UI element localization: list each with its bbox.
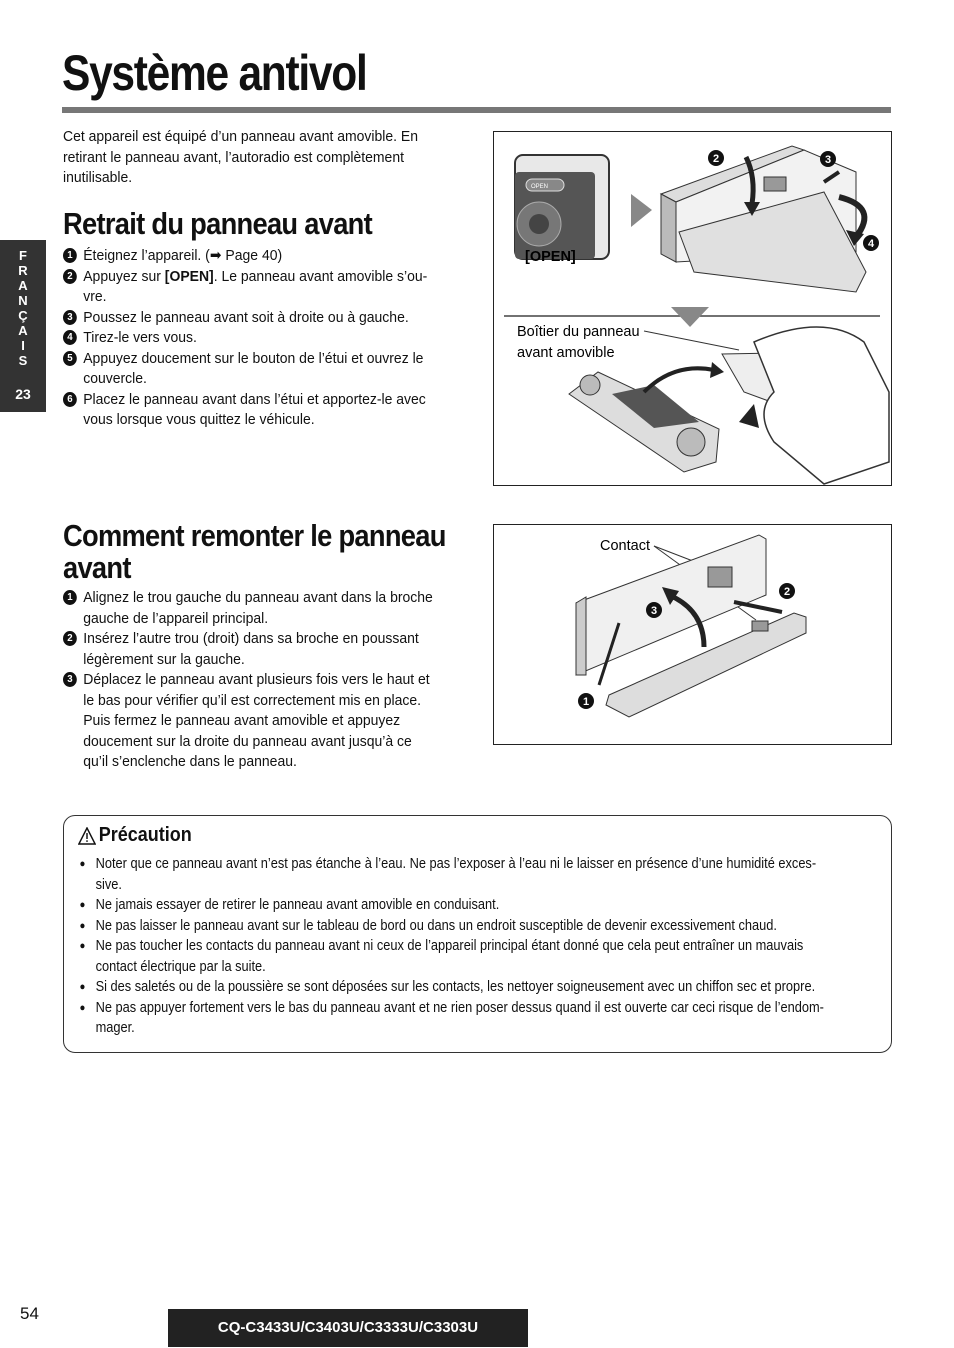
caution-text: ● Ne pas toucher les contacts du panneau avant ni ceux de l’appareil principal étant donné que cela peut entraîner un mauvais — [95, 938, 804, 954]
side-tab-number: 23 — [15, 386, 31, 402]
case-label: avant amovible — [517, 345, 615, 361]
intro-paragraph — [63, 127, 418, 189]
reinstall-heading — [63, 520, 446, 584]
arrow-press-icon — [739, 404, 759, 428]
step-number: 2 — [63, 269, 77, 284]
step-text: Poussez le panneau avant soit à droite ou à gauche. — [83, 308, 409, 326]
removal-step — [63, 390, 468, 431]
arrow-down-icon — [671, 307, 709, 327]
step-number: 3 — [63, 672, 77, 687]
caution-text: ● Ne pas appuyer fortement vers le bas du panneau avant et ne rien poser dessus quand il est ouverte car ceci risque de l’endom- — [95, 999, 824, 1016]
side-tab-letter: F — [19, 248, 27, 263]
step-number: 6 — [63, 392, 77, 407]
case-label: Boîtier du panneau — [517, 324, 640, 340]
step-number: 4 — [63, 330, 77, 345]
side-tab-letter: A — [18, 278, 28, 293]
step-text: Tirez-le vers vous. — [83, 329, 197, 346]
contact-block — [764, 177, 786, 191]
reinstall-figure — [493, 524, 892, 745]
panel-contact — [752, 621, 768, 631]
contact-label: Contact — [600, 538, 650, 554]
step-marker-number: 2 — [783, 586, 791, 598]
side-tab-letter: R — [18, 263, 28, 278]
caution-item — [76, 854, 868, 895]
caution-text: ● Si des saletés ou de la poussière se sont déposées sur les contacts, les nettoyer soigneusement avec un chiffon sec et propre. — [95, 979, 816, 995]
step-number: 3 — [63, 310, 77, 325]
step-text: vre. — [83, 288, 107, 305]
caution-list — [76, 854, 868, 1039]
removal-step — [63, 267, 468, 308]
step-text: gauche de l’appareil principal. — [83, 609, 269, 627]
step-text: qu’il s’enclenche dans le panneau. — [83, 753, 297, 770]
step-text: Déplacez le panneau avant plusieurs fois vers le haut et — [83, 671, 430, 688]
step-text: Appuyez doucement sur le bouton de l’étui et ouvrez le — [83, 349, 424, 367]
model-number-badge: CQ-C3433U/C3403U/C3333U/C3303U — [168, 1309, 528, 1347]
page-number: 54 — [20, 1304, 39, 1323]
reinstall-step — [63, 670, 468, 773]
intro-line: inutilisable. — [63, 169, 133, 186]
page-title: Système antivol — [62, 45, 367, 101]
side-tab-letter: Ç — [18, 308, 28, 323]
caution-text: sive. — [95, 876, 122, 893]
caution-item — [76, 998, 868, 1039]
step-text: couvercle. — [83, 370, 147, 387]
leader-line — [644, 331, 739, 350]
arrow-insert — [734, 602, 782, 612]
step-marker-number: 4 — [867, 238, 875, 250]
removal-heading: Retrait du panneau avant — [63, 206, 373, 241]
caution-item — [76, 916, 868, 937]
removal-step — [63, 349, 468, 390]
caution-text: ● Ne jamais essayer de retirer le panneau avant amovible en conduisant. — [95, 897, 500, 913]
caution-title — [78, 824, 192, 847]
caution-text: ● Ne pas laisser le panneau avant sur le tableau de bord ou dans un endroit susceptible de devenir excessivement chaud. — [95, 917, 777, 934]
open-button-text: OPEN — [531, 184, 549, 190]
caution-text: ● Noter que ce panneau avant n’est pas étanche à l’eau. Ne pas l’exposer à l’eau ni le laisser en présence d’une humidité exces- — [95, 856, 817, 872]
step-number: 2 — [63, 631, 77, 646]
step-marker-number: 2 — [712, 153, 720, 165]
step-marker-number: 3 — [650, 605, 658, 617]
step-text: légèrement sur la gauche. — [83, 650, 245, 668]
step-number: 1 — [63, 590, 77, 605]
step-marker-number: 3 — [824, 154, 832, 166]
step-text: doucement sur la droite du panneau avant jusqu’à ce — [83, 732, 412, 750]
step-marker-number: 1 — [582, 696, 590, 708]
reinstall-heading-line: Comment remonter le panneau — [63, 518, 446, 553]
warning-triangle-icon — [78, 827, 96, 845]
reinstall-step — [63, 588, 468, 629]
panel-dial-icon — [677, 428, 705, 456]
caution-item — [76, 936, 868, 977]
step-text: Insérez l’autre trou (droit) dans sa broche en poussant — [83, 630, 419, 647]
step-text: Éteignez l’appareil. (➡ Page 40) — [83, 247, 283, 264]
step-text: Puis fermez le panneau avant amovible et appuyez — [83, 712, 401, 729]
step-text-part: Appuyez sur — [83, 267, 165, 285]
step-text: Placez le panneau avant dans l’étui et apportez-le avec — [83, 390, 426, 408]
step-text — [83, 267, 468, 288]
open-button-reference: [OPEN] — [164, 267, 214, 285]
removal-figure — [493, 131, 892, 486]
panel-knob-icon — [580, 375, 600, 395]
title-rule — [62, 107, 891, 113]
arrowhead — [710, 362, 724, 378]
removal-steps — [63, 246, 468, 431]
contact-block — [708, 567, 732, 587]
side-tab-letter: A — [18, 323, 28, 338]
intro-line: Cet appareil est équipé d’un panneau avant amovible. En — [63, 128, 419, 145]
caution-title-text: Précaution — [98, 824, 192, 846]
side-tab-letter: S — [18, 353, 28, 368]
caution-item — [76, 895, 868, 916]
caution-text: contact électrique par la suite. — [95, 958, 266, 975]
knob-center — [529, 214, 549, 234]
removal-illustration — [494, 132, 891, 485]
step-text: le bas pour vérifier qu’il est correctement mis en place. — [83, 691, 422, 709]
chassis-side — [576, 597, 586, 675]
intro-line: retirant le panneau avant, l’autoradio est complètement — [63, 148, 404, 166]
step-text: Alignez le trou gauche du panneau avant dans la broche — [83, 589, 433, 606]
reinstall-illustration — [494, 525, 891, 744]
removal-step — [63, 246, 468, 267]
open-label: [OPEN] — [525, 249, 576, 265]
arrow-right-icon — [631, 194, 652, 227]
reinstall-steps — [63, 588, 468, 773]
language-side-tab — [0, 240, 46, 412]
removal-step — [63, 328, 468, 349]
step-number: 5 — [63, 351, 77, 366]
side-tab-letter: N — [18, 293, 28, 308]
reinstall-step — [63, 629, 468, 670]
step-number: 1 — [63, 248, 77, 263]
panel-side — [661, 194, 676, 262]
step-text-part: . Le panneau avant amovible s’ou- — [213, 267, 428, 285]
caution-item — [76, 977, 868, 998]
hand-icon — [754, 327, 889, 484]
removal-step — [63, 308, 468, 329]
caution-text: mager. — [95, 1020, 135, 1036]
reinstall-heading-line: avant — [63, 550, 131, 585]
caution-box — [63, 815, 892, 1053]
side-tab-letter: I — [21, 338, 25, 353]
step-text: vous lorsque vous quittez le véhicule. — [83, 411, 315, 428]
